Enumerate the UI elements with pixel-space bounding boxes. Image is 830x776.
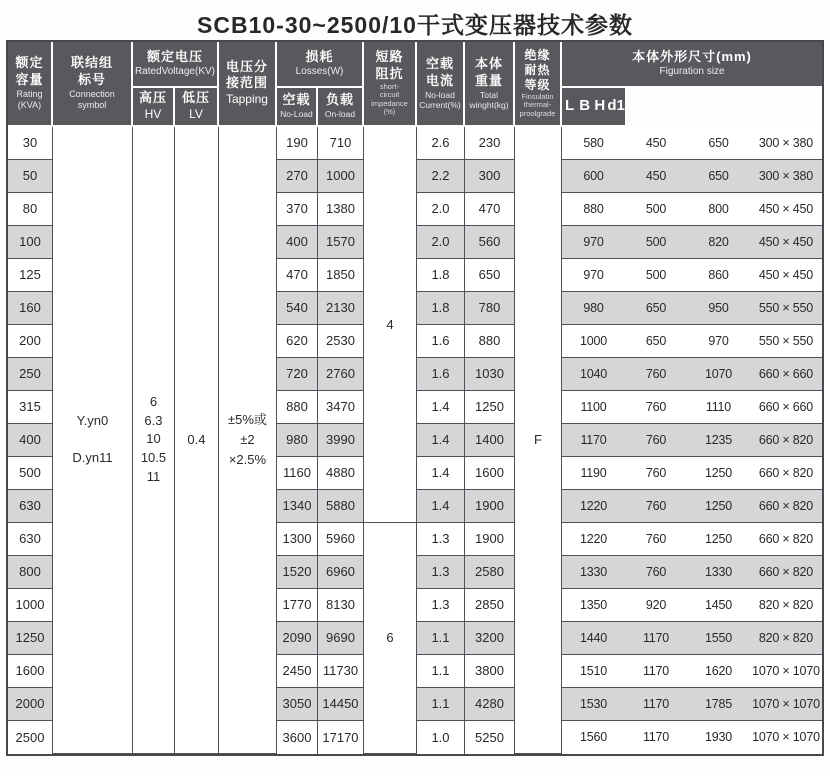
no-load-loss-cell: 1520 [277,556,318,589]
dim-h-cell: 800 [687,193,750,226]
weight-cell: 3800 [465,655,515,688]
no-load-loss-cell: 2090 [277,622,318,655]
dim-h-cell: 650 [687,160,750,193]
dim-d1d2-cell: 820 × 820 [750,622,822,655]
dim-d1d2-cell: 450 × 450 [750,226,822,259]
rating-cell: 630 [8,490,53,523]
dim-l-cell: 1000 [562,325,625,358]
no-load-current-cell: 1.0 [417,721,465,754]
page-title: SCB10-30~2500/10干式变压器技术参数 [197,12,633,38]
no-load-current-cell: 1.8 [417,292,465,325]
dim-b-cell: 760 [625,391,687,424]
weight-cell: 880 [465,325,515,358]
rating-cell: 100 [8,226,53,259]
on-load-loss-cell: 3990 [318,424,364,457]
rating-cell: 315 [8,391,53,424]
dim-l-cell: 1530 [562,688,625,721]
dim-b-cell: 1170 [625,688,687,721]
weight-cell: 3200 [465,622,515,655]
weight-cell: 5250 [465,721,515,754]
dim-b-cell: 500 [625,193,687,226]
no-load-loss-cell: 1770 [277,589,318,622]
weight-cell: 780 [465,292,515,325]
no-load-current-cell: 1.6 [417,358,465,391]
rating-cell: 80 [8,193,53,226]
dim-h-cell: 1450 [687,589,750,622]
col-group-losses: 损耗 Losses(W) [277,42,364,88]
dim-b-cell: 500 [625,259,687,292]
dim-b-cell: 1170 [625,622,687,655]
no-load-current-cell: 1.4 [417,424,465,457]
rating-cell: 250 [8,358,53,391]
dim-d1d2-cell: 1070 × 1070 [750,688,822,721]
no-load-current-cell: 1.8 [417,259,465,292]
dim-l-cell: 1560 [562,721,625,754]
col-header-hv: 高压 HV [133,88,175,127]
no-load-loss-cell: 3600 [277,721,318,754]
dim-h-cell: 1235 [687,424,750,457]
dim-b-cell: 1170 [625,655,687,688]
dim-d1d2-cell: 660 × 820 [750,523,822,556]
no-load-loss-cell: 190 [277,127,318,160]
on-load-loss-cell: 1000 [318,160,364,193]
dim-h-cell: 650 [687,127,750,160]
dim-b-cell: 760 [625,490,687,523]
on-load-loss-cell: 1850 [318,259,364,292]
dim-l-cell: 1100 [562,391,625,424]
col-header-impedance: 短路 阻抗 short- circuit impedance (%) [364,42,417,127]
col-header-connection-symbol: 联结组 标号 Connection symbol [53,42,133,127]
rating-cell: 400 [8,424,53,457]
impedance-cell: 4 [364,127,417,523]
no-load-loss-cell: 880 [277,391,318,424]
weight-cell: 2580 [465,556,515,589]
rating-cell: 2000 [8,688,53,721]
weight-cell: 650 [465,259,515,292]
dim-d1d2-cell: 300 × 380 [750,160,822,193]
col-group-rated-voltage: 额定电压 RatedVoltage(KV) [133,42,219,88]
col-header-on-load-loss: 负载 On-load [318,88,364,127]
on-load-loss-cell: 4880 [318,457,364,490]
on-load-loss-cell: 1570 [318,226,364,259]
dim-b-cell: 450 [625,127,687,160]
no-load-current-cell: 1.4 [417,490,465,523]
dim-d1d2-cell: 1070 × 1070 [750,721,822,754]
tapping-value-cell: ±5%或 ±2 ×2.5% [219,127,277,754]
dim-b-cell: 760 [625,358,687,391]
no-load-loss-cell: 1340 [277,490,318,523]
weight-cell: 560 [465,226,515,259]
dim-d1d2-cell: 550 × 550 [750,325,822,358]
on-load-loss-cell: 11730 [318,655,364,688]
no-load-current-cell: 2.6 [417,127,465,160]
dim-l-cell: 980 [562,292,625,325]
dim-d1d2-cell: 660 × 820 [750,556,822,589]
connection-symbol-cell: Y.yn0 D.yn11 [53,127,133,754]
on-load-loss-cell: 14450 [318,688,364,721]
dim-b-cell: 650 [625,292,687,325]
table-header [8,42,822,127]
no-load-loss-cell: 1300 [277,523,318,556]
dim-l-cell: 1330 [562,556,625,589]
col-header-tapping: 电压分 接范围 Tapping [219,42,277,127]
col-header-insulation-grade: 绝缘 耐热 等级 Finsulatin thermal- proolgrade [515,42,562,127]
dim-h-cell: 970 [687,325,750,358]
weight-cell: 1250 [465,391,515,424]
dim-l-cell: 600 [562,160,625,193]
no-load-current-cell: 1.1 [417,622,465,655]
col-header-lv: 低压 LV [175,88,219,127]
rating-cell: 2500 [8,721,53,754]
dim-l-cell: 1170 [562,424,625,457]
no-load-loss-cell: 1160 [277,457,318,490]
weight-cell: 1030 [465,358,515,391]
dim-h-cell: 1620 [687,655,750,688]
rating-cell: 1000 [8,589,53,622]
dim-d1d2-cell: 450 × 450 [750,259,822,292]
dim-b-cell: 450 [625,160,687,193]
on-load-loss-cell: 2760 [318,358,364,391]
lv-value-cell: 0.4 [175,127,219,754]
hv-values-cell: 6 6.3 10 10.5 11 [133,127,175,754]
rating-cell: 800 [8,556,53,589]
dim-h-cell: 1785 [687,688,750,721]
no-load-current-cell: 2.0 [417,193,465,226]
no-load-loss-cell: 2450 [277,655,318,688]
no-load-current-cell: 1.3 [417,556,465,589]
dim-b-cell: 760 [625,457,687,490]
col-header-weight: 本体 重量 Total winght(kg) [465,42,515,127]
dim-b-cell: 1170 [625,721,687,754]
table-body [8,127,822,754]
dim-l-cell: 970 [562,259,625,292]
no-load-loss-cell: 720 [277,358,318,391]
rating-cell: 500 [8,457,53,490]
dim-b-cell: 760 [625,523,687,556]
dim-d1d2-cell: 660 × 660 [750,358,822,391]
rating-cell: 1600 [8,655,53,688]
no-load-loss-cell: 370 [277,193,318,226]
on-load-loss-cell: 2130 [318,292,364,325]
dim-d1d2-cell: 660 × 820 [750,490,822,523]
rating-cell: 200 [8,325,53,358]
weight-cell: 1600 [465,457,515,490]
col-group-figuration-size: 本体外形尺寸(mm) Figuration size [562,42,822,88]
weight-cell: 2850 [465,589,515,622]
dim-h-cell: 820 [687,226,750,259]
no-load-loss-cell: 980 [277,424,318,457]
table-row [8,127,822,160]
dim-l-cell: 1220 [562,523,625,556]
rating-cell: 630 [8,523,53,556]
rating-cell: 1250 [8,622,53,655]
dim-b-cell: 920 [625,589,687,622]
no-load-current-cell: 2.2 [417,160,465,193]
on-load-loss-cell: 3470 [318,391,364,424]
rating-cell: 30 [8,127,53,160]
dim-l-cell: 580 [562,127,625,160]
dim-d1d2-cell: 660 × 820 [750,457,822,490]
dim-d1d2-cell: 300 × 380 [750,127,822,160]
dim-h-cell: 1330 [687,556,750,589]
no-load-loss-cell: 470 [277,259,318,292]
dim-h-cell: 950 [687,292,750,325]
on-load-loss-cell: 6960 [318,556,364,589]
on-load-loss-cell: 9690 [318,622,364,655]
col-header-dim-b: B [579,97,591,115]
no-load-loss-cell: 620 [277,325,318,358]
dim-h-cell: 1070 [687,358,750,391]
dim-l-cell: 1220 [562,490,625,523]
dim-b-cell: 760 [625,556,687,589]
dim-h-cell: 1930 [687,721,750,754]
no-load-current-cell: 1.1 [417,655,465,688]
dim-l-cell: 1350 [562,589,625,622]
col-header-no-load-loss: 空载 No-Load [277,88,318,127]
on-load-loss-cell: 17170 [318,721,364,754]
dim-l-cell: 1190 [562,457,625,490]
on-load-loss-cell: 1380 [318,193,364,226]
no-load-current-cell: 2.0 [417,226,465,259]
rating-cell: 125 [8,259,53,292]
dim-h-cell: 1250 [687,490,750,523]
no-load-current-cell: 1.4 [417,457,465,490]
weight-cell: 470 [465,193,515,226]
dim-l-cell: 1440 [562,622,625,655]
dim-h-cell: 1550 [687,622,750,655]
dim-l-cell: 880 [562,193,625,226]
dim-h-cell: 1110 [687,391,750,424]
no-load-current-cell: 1.3 [417,589,465,622]
dim-l-cell: 1510 [562,655,625,688]
col-header-no-load-current: 空载 电流 No-load Current(%) [417,42,465,127]
no-load-loss-cell: 270 [277,160,318,193]
weight-cell: 230 [465,127,515,160]
rating-cell: 50 [8,160,53,193]
weight-cell: 1900 [465,490,515,523]
no-load-current-cell: 1.1 [417,688,465,721]
dim-l-cell: 970 [562,226,625,259]
no-load-loss-cell: 400 [277,226,318,259]
on-load-loss-cell: 5880 [318,490,364,523]
no-load-current-cell: 1.4 [417,391,465,424]
weight-cell: 300 [465,160,515,193]
dim-d1d2-cell: 660 × 820 [750,424,822,457]
weight-cell: 1400 [465,424,515,457]
rating-cell: 160 [8,292,53,325]
dim-b-cell: 500 [625,226,687,259]
weight-cell: 1900 [465,523,515,556]
dim-h-cell: 1250 [687,523,750,556]
dim-h-cell: 1250 [687,457,750,490]
on-load-loss-cell: 710 [318,127,364,160]
dim-d1d2-cell: 820 × 820 [750,589,822,622]
dim-d1d2-cell: 1070 × 1070 [750,655,822,688]
no-load-loss-cell: 540 [277,292,318,325]
dim-b-cell: 650 [625,325,687,358]
col-header-dimensions-band [562,88,652,127]
dim-h-cell: 860 [687,259,750,292]
dim-l-cell: 1040 [562,358,625,391]
dim-b-cell: 760 [625,424,687,457]
no-load-current-cell: 1.6 [417,325,465,358]
on-load-loss-cell: 2530 [318,325,364,358]
transformer-spec-table [6,40,824,756]
insulation-grade-cell: F [515,127,562,754]
impedance-cell: 6 [364,523,417,754]
dim-d1d2-cell: 550 × 550 [750,292,822,325]
col-header-dim-h: H [594,97,606,115]
dim-d1d2-cell: 450 × 450 [750,193,822,226]
on-load-loss-cell: 5960 [318,523,364,556]
dim-d1d2-cell: 660 × 660 [750,391,822,424]
on-load-loss-cell: 8130 [318,589,364,622]
weight-cell: 4280 [465,688,515,721]
no-load-loss-cell: 3050 [277,688,318,721]
col-header-dim-d1d2: d1×d2 [607,97,652,115]
col-header-dim-l: L [564,97,575,115]
no-load-current-cell: 1.3 [417,523,465,556]
col-header-rating: 额定 容量 Rating (KVA) [8,42,53,127]
